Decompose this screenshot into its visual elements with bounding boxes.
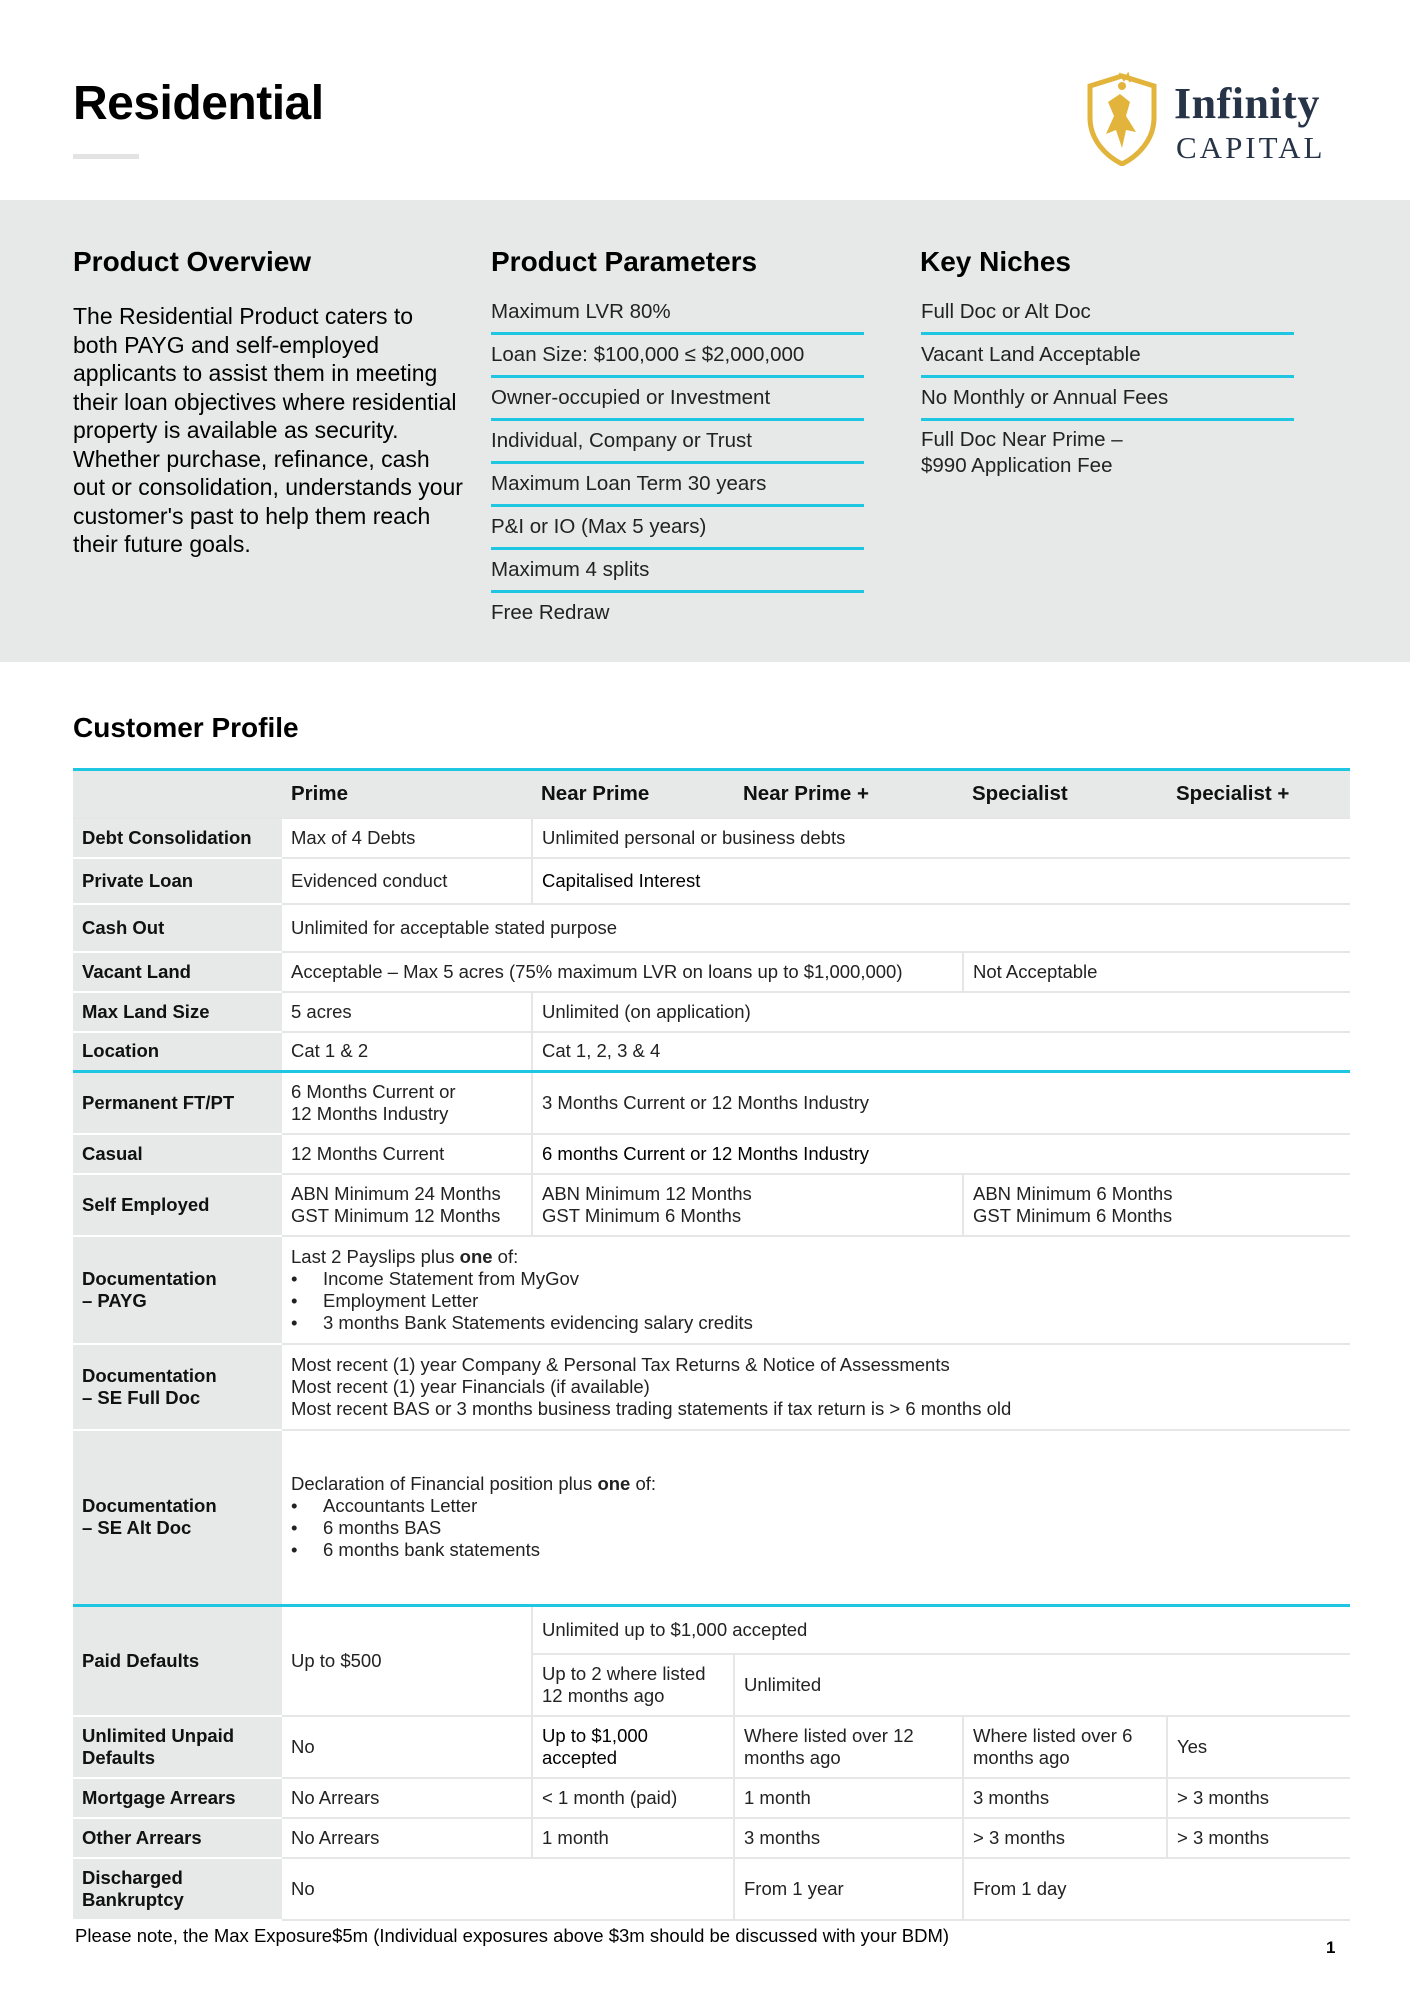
table-cell: Capitalised Interest [532,858,1350,904]
bullet-item: • 6 months bank statements [291,1539,1341,1561]
table-cell [282,1174,532,1236]
cell-line: Most recent (1) year Company & Personal Tax Returns & Notice of Assessments [291,1353,950,1375]
label-line: – SE Full Doc [82,1386,201,1408]
row-label [73,1344,282,1430]
table-cell: From 1 year [734,1858,963,1920]
column-header-prime: Prime [282,770,532,818]
cell-line: Where listed over 6 [973,1724,1133,1746]
parameter-item: Maximum 4 splits [491,550,864,593]
table-header-row [73,770,1350,818]
cell-line: GST Minimum 12 Months [291,1204,501,1226]
cell-line: Up to $1,000 [542,1724,648,1746]
cell-line: months ago [744,1746,841,1768]
table-cell [282,1072,532,1134]
parameter-item: Owner-occupied or Investment [491,378,864,421]
label-line: Discharged [82,1866,183,1888]
parameter-item: Loan Size: $100,000 ≤ $2,000,000 [491,335,864,378]
table-row [73,1344,1350,1430]
niche-item-line: Full Doc Near Prime – [921,428,1123,451]
niche-item-line: $990 Application Fee [921,454,1113,477]
niche-item: Vacant Land Acceptable [921,335,1294,378]
row-label [73,1430,282,1606]
niche-item: No Monthly or Annual Fees [921,378,1294,421]
column-header-specialist: Specialist [963,770,1167,818]
table-row [73,1134,1350,1174]
table-row [73,1858,1350,1920]
row-label [73,1716,282,1778]
intro-text: Last 2 Payslips plus [291,1245,460,1267]
shield-warrior-icon [1086,72,1158,166]
parameter-item: Individual, Company or Trust [491,421,864,464]
table-cell: Unlimited for acceptable stated purpose [282,904,1350,952]
header-blank [73,770,282,818]
cell-line: Up to 2 where listed [542,1662,706,1684]
table-cell [963,1716,1167,1778]
table-cell: 1 month [734,1778,963,1818]
table-cell: 3 months [963,1778,1167,1818]
label-line: Defaults [82,1746,155,1768]
cell-intro [291,1246,1341,1268]
product-parameters-list [491,292,864,636]
row-label [73,1236,282,1344]
label-line: – PAYG [82,1289,147,1311]
customer-profile-heading: Customer Profile [73,712,299,743]
table-cell: > 3 months [1167,1778,1350,1818]
row-label: Paid Defaults [73,1606,282,1716]
intro-text: of: [492,1245,519,1267]
parameter-item: P&I or IO (Max 5 years) [491,507,864,550]
table-cell: Cat 1 & 2 [282,1032,532,1072]
bullet-item: • Employment Letter [291,1290,1341,1312]
bullet-item: • 3 months Bank Statements evidencing salary credits [291,1312,1341,1334]
table-cell [282,1430,1350,1606]
row-label: Casual [73,1134,282,1174]
cell-intro [291,1473,1341,1495]
label-line: Documentation [82,1495,217,1517]
page-title: Residential [73,77,324,130]
table-cell: Max of 4 Debts [282,818,532,858]
table-row [73,1236,1350,1344]
table-cell: No Arrears [282,1818,532,1858]
table-cell [963,1174,1350,1236]
cell-line: Most recent BAS or 3 months business trading statements if tax return is > 6 months old [291,1397,1012,1419]
cell-line: GST Minimum 6 Months [973,1204,1173,1226]
table-cell: 3 Months Current or 12 Months Industry [532,1072,1350,1134]
logo-text-capital: CAPITAL [1176,130,1326,165]
table-cell: Cat 1, 2, 3 & 4 [532,1032,1350,1072]
table-row [73,1606,1350,1654]
table-cell: 6 months Current or 12 Months Industry [532,1134,1350,1174]
table-cell: No Arrears [282,1778,532,1818]
table-cell: Unlimited (on application) [532,992,1350,1032]
bullet-item: • Income Statement from MyGov [291,1268,1341,1290]
table-cell: Yes [1167,1716,1350,1778]
table-cell: > 3 months [963,1818,1167,1858]
table-row [73,1032,1350,1072]
table-row [73,1818,1350,1858]
table-cell [734,1716,963,1778]
table-cell: 5 acres [282,992,532,1032]
customer-profile-table [73,768,1350,1921]
table-cell: Evidenced conduct [282,858,532,904]
bullet-item: • 6 months BAS [291,1517,1341,1539]
table-cell: < 1 month (paid) [532,1778,734,1818]
row-label: Permanent FT/PT [73,1072,282,1134]
cell-line: Most recent (1) year Financials (if available) [291,1375,650,1397]
cell-line: Where listed over 12 [744,1724,914,1746]
row-label: Vacant Land [73,952,282,992]
row-label [73,1858,282,1920]
intro-emphasis: one [597,1473,631,1495]
intro-text: of: [630,1473,657,1495]
table-cell: No [282,1716,532,1778]
table-cell: Acceptable – Max 5 acres (75% maximum LVR on loans up to $1,000,000) [282,952,963,992]
table-row [73,904,1350,952]
cell-line: ABN Minimum 12 Months [542,1182,752,1204]
table-cell: 3 months [734,1818,963,1858]
table-row [73,1072,1350,1134]
row-label: Other Arrears [73,1818,282,1858]
company-logo [1086,72,1326,168]
table-cell [532,1716,734,1778]
cell-line: ABN Minimum 6 Months [973,1182,1173,1204]
table-cell: > 3 months [1167,1818,1350,1858]
table-cell: Up to $500 [282,1606,532,1716]
intro-emphasis: one [459,1245,493,1267]
table-cell: 12 Months Current [282,1134,532,1174]
cell-line: months ago [973,1746,1070,1768]
cell-line: accepted [542,1746,618,1768]
table-cell: 1 month [532,1818,734,1858]
cell-line: 12 months ago [542,1684,665,1706]
table-cell: From 1 day [963,1858,1350,1920]
footnote: Please note, the Max Exposure$5m (Individual exposures above $3m should be discussed with your BDM) [75,1925,950,1946]
table-row [73,818,1350,858]
table-row [73,1716,1350,1778]
parameter-item: Maximum Loan Term 30 years [491,464,864,507]
table-cell [282,1236,1350,1344]
product-parameters-heading: Product Parameters [491,246,758,277]
parameter-item: Maximum LVR 80% [491,292,864,335]
table-row [73,858,1350,904]
table-cell: Unlimited [734,1654,1350,1716]
table-cell: No [282,1858,734,1920]
bullet-list [291,1268,1341,1334]
label-line: Documentation [82,1267,217,1289]
key-niches-heading: Key Niches [920,246,1071,277]
table-cell: Unlimited up to $1,000 accepted [532,1606,1350,1654]
product-overview-text: The Residential Product caters to both PAYG and self-employed applicants to assist them in meeting their loan objectives where residential property is available as security. Whether purchase, refinance, cash out or consolidation, understands your customer's past to help them reach their future goals. [73,303,463,557]
cell-line: GST Minimum 6 Months [542,1204,742,1226]
row-label: Max Land Size [73,992,282,1032]
table-row [73,1430,1350,1606]
parameter-item: Free Redraw [491,601,610,624]
column-header-near-prime-plus: Near Prime + [734,770,963,818]
label-line: – SE Alt Doc [82,1517,192,1539]
intro-text: Declaration of Financial position plus [291,1473,598,1495]
bullet-list [291,1495,1341,1561]
niche-item: Full Doc or Alt Doc [921,292,1294,335]
label-line: Bankruptcy [82,1888,184,1910]
table-cell: Unlimited personal or business debts [532,818,1350,858]
table-row [73,1174,1350,1236]
column-header-specialist-plus: Specialist + [1167,770,1350,818]
cell-line: 6 Months Current or [291,1080,456,1102]
row-label: Mortgage Arrears [73,1778,282,1818]
table-cell [532,1654,734,1716]
label-line: Unlimited Unpaid [82,1724,235,1746]
page-number: 1 [1326,1938,1336,1957]
table-row [73,992,1350,1032]
table-row [73,1778,1350,1818]
bullet-item: • Accountants Letter [291,1495,1341,1517]
logo-text-infinity: Infinity [1174,79,1320,128]
row-label: Cash Out [73,904,282,952]
column-header-near-prime: Near Prime [532,770,734,818]
key-niches-list [921,292,1294,485]
product-overview-heading: Product Overview [73,246,312,277]
table-cell [282,1344,1350,1430]
table-row [73,952,1350,992]
row-label: Location [73,1032,282,1072]
row-label: Self Employed [73,1174,282,1236]
cell-line: 12 Months Industry [291,1102,449,1124]
row-label: Private Loan [73,858,282,904]
table-cell [532,1174,963,1236]
niche-item [921,421,1294,485]
cell-line: ABN Minimum 24 Months [291,1182,501,1204]
row-label: Debt Consolidation [73,818,282,858]
table-cell: Not Acceptable [963,952,1350,992]
title-underline [73,154,139,159]
label-line: Documentation [82,1364,217,1386]
